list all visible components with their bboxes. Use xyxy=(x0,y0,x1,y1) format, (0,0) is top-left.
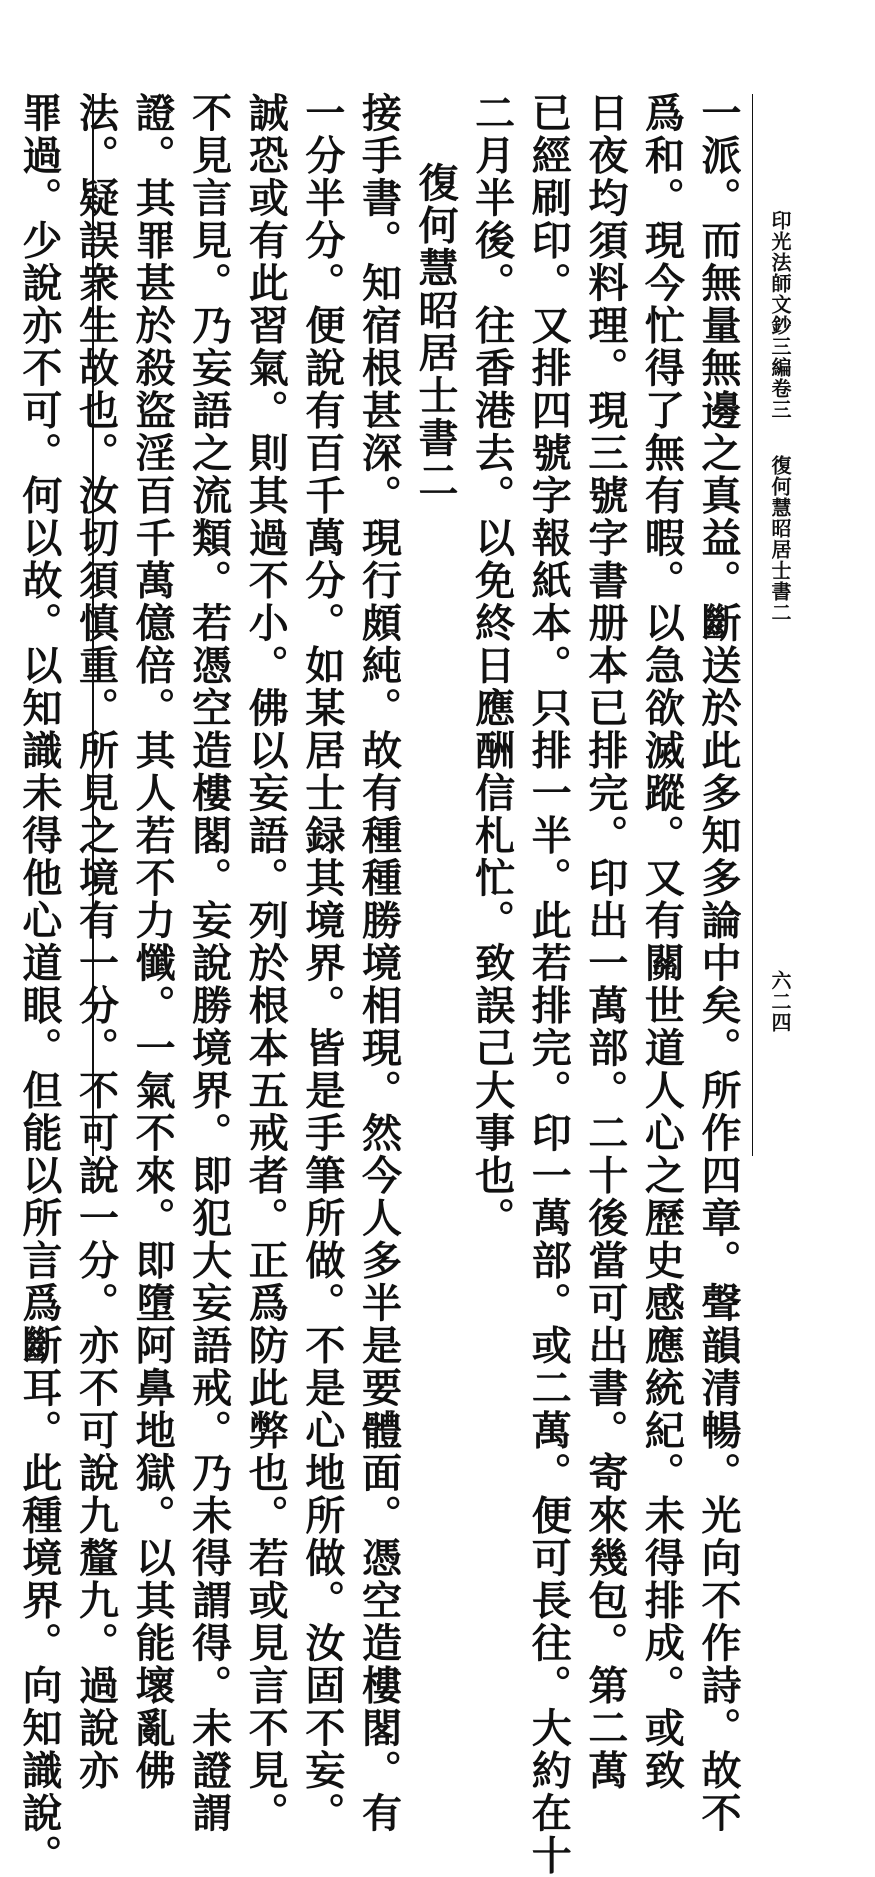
text-line: 不見言見。乃妄語之流類。若憑空造樓閣。妄說勝境界。即犯大妄語戒。乃未得謂得。未證謂 xyxy=(185,92,233,1835)
text-line: 已經刷印。又排四號字報紙本。只排一半。此若排完。印一萬部。或二萬。便可長往。大約在十 xyxy=(525,92,573,1877)
text-line: 誠恐或有此習氣。則其過不小。佛以妄語。列於根本五戒者。正爲防此弊也。若或見言不見。 xyxy=(242,92,290,1835)
text-line: 證。其罪甚於殺盜淫百千萬億倍。其人若不力懺。一氣不來。即墮阿鼻地獄。以其能壞亂佛 xyxy=(129,92,177,1792)
text-line: 二月半後。往香港去。以免終日應酬信札忙。致誤己大事也。 xyxy=(468,92,516,1240)
body-text xyxy=(15,92,746,1877)
running-header xyxy=(765,210,795,1156)
page-frame-right-line xyxy=(752,94,753,1156)
text-line: 日夜均須料理。現三號字書册本已排完。印出一萬部。二十後當可出書。寄來幾包。第二萬 xyxy=(581,92,629,1792)
text-line: 法。疑誤衆生故也。汝切須慎重。所見之境有一分。不可說一分。亦不可說九釐九。過說亦 xyxy=(72,92,120,1792)
text-line: 爲和。現今忙得了無有暇。以急欲滅蹤。又有關世道人心之歷史感應統紀。未得排成。或致 xyxy=(638,92,686,1792)
header-page-number: 六二四 xyxy=(768,970,792,1033)
header-section-title: 復何慧昭居士書二 xyxy=(768,455,792,623)
header-book-title: 印光法師文鈔三編卷三 xyxy=(768,210,792,420)
text-line: 一分半分。便說有百千萬分。如某居士録其境界。皆是手筆所做。不是心地所做。汝固不妄。 xyxy=(298,92,346,1835)
text-line: 一派。而無量無邊之真益。斷送於此多知多論中矣。所作四章。聲韻清暢。光向不作詩。故不 xyxy=(695,92,742,1835)
text-line: 接手書。知宿根甚深。現行頗純。故有種種勝境相現。然今人多半是要體面。憑空造樓閣。有 xyxy=(355,92,403,1835)
text-line: 罪過。少說亦不可。何以故。以知識未得他心道眼。但能以所言爲斷耳。此種境界。向知識說。 xyxy=(15,92,63,1877)
letter-title: 復何慧昭居士書二 xyxy=(412,162,460,502)
